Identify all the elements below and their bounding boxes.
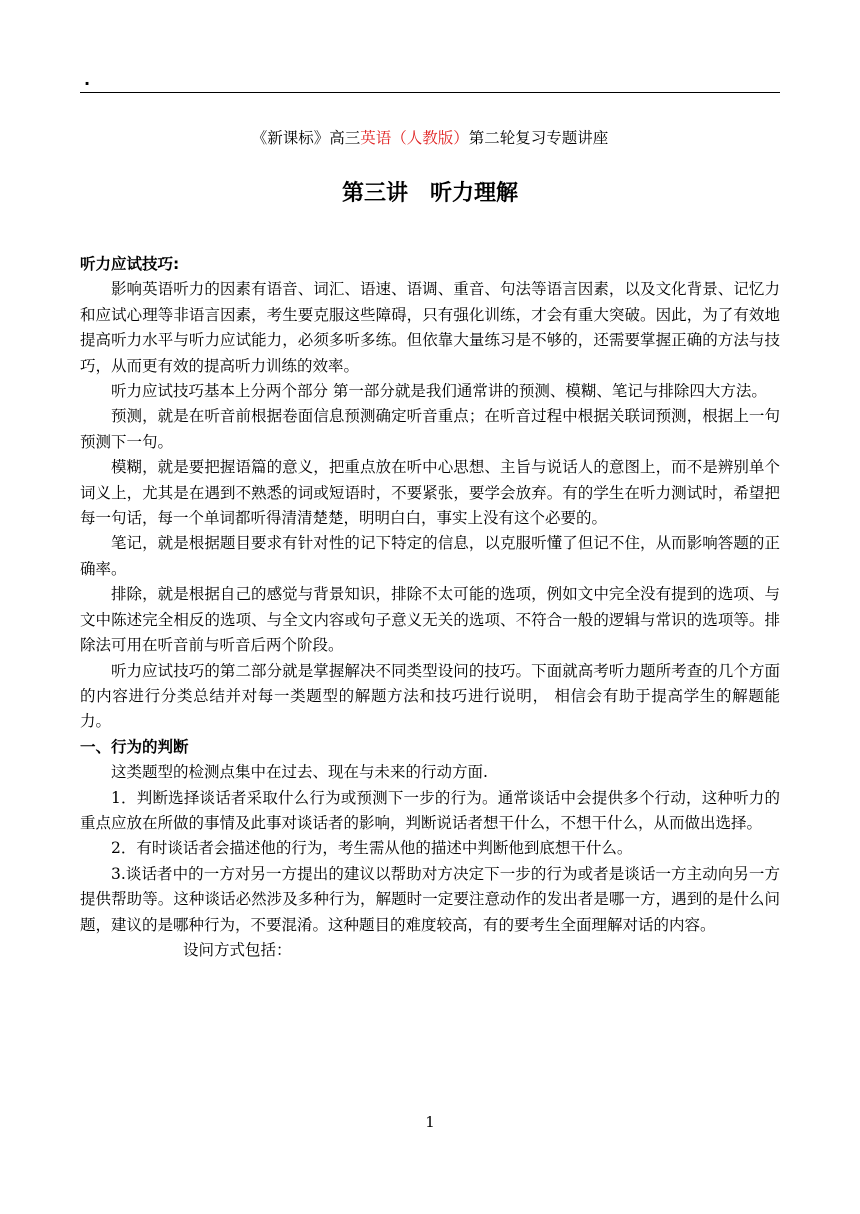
subtitle-prefix: 《新课标》高三 <box>251 129 361 147</box>
header-rule <box>80 92 780 93</box>
list-item: 3.谈话者中的一方对另一方提出的建议以帮助对方决定下一步的行为或者是谈话一方主动向另一方提供帮助等。这种谈话必然涉及多种行为，解题时一定要注意动作的发出者是哪一方，遇到的是什么问题，建议的是哪种行为，不要混淆。这种题目的难度较高，有的要考生全面理解对话的内容。 <box>80 864 780 934</box>
document-subtitle <box>0 126 860 148</box>
subtitle-highlight: 英语（人教版） <box>360 129 469 147</box>
section-title: 听力应试技巧: <box>80 255 180 273</box>
question-forms-label: 设问方式包括： <box>183 940 292 959</box>
page-number: 1 <box>425 1113 435 1131</box>
list-item: 2．有时谈话者会描述他的行为，考生需从他的描述中判断他到底想干什么。 <box>111 839 633 858</box>
paragraph: 预测，就是在听音前根据卷面信息预测确定听音重点；在听音过程中根据关联词预测，根据上一句预测下一句。 <box>80 407 780 451</box>
paragraph: 听力应试技巧的第二部分就是掌握解决不同类型设问的技巧。下面就高考听力题所考查的几个方面的内容进行分类总结并对每一类题型的解题方法和技巧进行说明， 相信会有助于提高学生的解题能力。 <box>80 661 780 731</box>
paragraph: 听力应试技巧基本上分两个部分 第一部分就是我们通常讲的预测、模糊、笔记与排除四大方法。 <box>111 382 767 401</box>
section-heading: 一、行为的判断 <box>80 737 189 756</box>
paragraph: 排除，就是根据自己的感觉与背景知识，排除不太可能的选项，例如文中完全没有提到的选项、与文中陈述完全相反的选项、与全文内容或句子意义无关的选项、不符合一般的逻辑与常识的选项等。排除法可用在听音前与听音后两个阶段。 <box>80 585 780 655</box>
header-dot: . <box>84 70 91 89</box>
paragraph: 模糊，就是要把握语篇的意义，把重点放在听中心思想、主旨与说话人的意图上，而不是辨别单个词义上，尤其是在遇到不熟悉的词或短语时，不要紧张，要学会放弃。有的学生在听力测试时，希望把每一句话，每一个单词都听得清清楚楚，明明白白，事实上没有这个必要的。 <box>80 458 780 528</box>
list-item: 1．判断选择谈话者采取什么行为或预测下一步的行为。通常谈话中会提供多个行动，这种听力的重点应放在所做的事情及此事对谈话者的影响，判断说话者想干什么，不想干什么，从而做出选择。 <box>80 788 780 832</box>
subtitle-suffix: 第二轮复习专题讲座 <box>468 129 609 147</box>
paragraph: 影响英语听力的因素有语音、词汇、语速、语调、重音、句法等语言因素，以及文化背景、记忆力和应试心理等非语言因素，考生要克服这些障碍，只有强化训练，才会有重大突破。因此，为了有效地提高听力水平与听力应试能力，必须多听多练。但依靠大量练习是不够的，还需要掌握正确的方法与技巧，从而更有效的提高听力训练的效率。 <box>80 280 780 375</box>
document-body <box>80 252 780 963</box>
section-intro: 这类题型的检测点集中在过去、现在与未来的行动方面. <box>111 763 488 782</box>
document-title: 第三讲 听力理解 <box>341 181 518 206</box>
paragraph: 笔记，就是根据题目要求有针对性的记下特定的信息，以克服听懂了但记不住，从而影响答题的正确率。 <box>80 534 780 578</box>
